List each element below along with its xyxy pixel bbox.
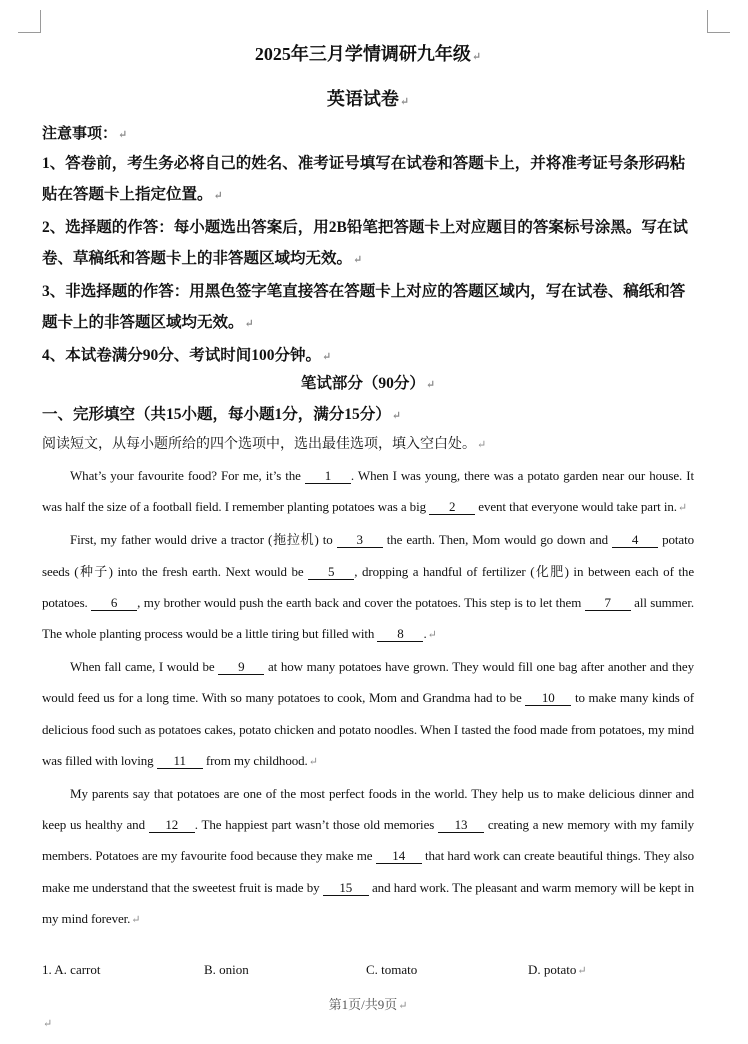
exam-subtitle: 英语试卷↵ bbox=[326, 89, 410, 109]
blank: 7 bbox=[585, 595, 631, 611]
blank: 3 bbox=[337, 532, 383, 548]
blank: 11 bbox=[157, 753, 203, 769]
blank: 14 bbox=[376, 848, 422, 864]
blank: 4 bbox=[612, 532, 658, 548]
exam-title: 2025年三月学情调研九年级↵ bbox=[254, 44, 482, 64]
notes-list bbox=[42, 148, 694, 373]
blank: 5 bbox=[308, 564, 354, 580]
question-1-options bbox=[42, 962, 694, 978]
blank: 8 bbox=[377, 626, 423, 642]
note-item: 1、答卷前，考生务必将自己的姓名、准考证号填写在试卷和答题卡上，并将准考证号条形码粘贴在答题卡上指定位置。↵ bbox=[42, 155, 686, 203]
part-instruction: 阅读短文，从每小题所给的四个选项中，选出最佳选项，填入空白处。↵ bbox=[42, 437, 487, 452]
crop-mark-top-right bbox=[707, 10, 730, 33]
notes-heading: 注意事项：↵ bbox=[42, 126, 128, 142]
blank: 12 bbox=[149, 817, 195, 833]
note-item: 3、非选择题的作答：用黑色签字笔直接答在答题卡上对应的答题区域内，写在试卷、稿纸和答题卡上的非答题区域均无效。↵ bbox=[42, 283, 686, 331]
blank: 9 bbox=[218, 659, 264, 675]
blank: 2 bbox=[429, 499, 475, 515]
passage-paragraph: First, my father would drive a tractor (拖拉机) to 3 the earth. Then, Mom would go down and 4 potato seeds (种子) into the fresh earth. Next would be 5 , dropping a handful of fertilizer (化肥) in between each of the potatoes. 6 , my brother would push the earth back and cover the potatoes. This step is to let them 7 all summer. The whole planting process would be a little tiring but filled with 8 .↵ bbox=[42, 532, 695, 642]
page-footer: 第1页/共9页↵ bbox=[328, 997, 408, 1012]
note-item: 4、本试卷满分90分、考试时间100分钟。↵ bbox=[42, 347, 332, 364]
blank: 6 bbox=[91, 595, 137, 611]
paragraph-mark: ↵ bbox=[43, 1018, 53, 1030]
passage-paragraph: What’s your favourite food? For me, it’s the 1 . When I was young, there was a potato garden near our house. It was half the size of a football field. I remember planting potatoes was a big 2 event that everyone would take part in.↵ bbox=[42, 468, 694, 515]
cloze-passage bbox=[42, 460, 694, 936]
option-c: C. tomato bbox=[366, 962, 418, 977]
option-d: D. potato↵ bbox=[528, 962, 587, 977]
blank: 15 bbox=[323, 880, 369, 896]
crop-mark-top-left bbox=[18, 10, 41, 33]
option-b: B. onion bbox=[204, 962, 249, 977]
note-item: 2、选择题的作答：每小题选出答案后，用2B铅笔把答题卡上对应题目的答案标号涂黑。写在试卷、草稿纸和答题卡上的非答题区域均无效。↵ bbox=[42, 219, 688, 267]
part-heading: 一、完形填空（共15小题，每小题1分，满分15分）↵ bbox=[42, 406, 401, 423]
section-title: 笔试部分（90分）↵ bbox=[300, 375, 436, 392]
blank: 10 bbox=[525, 690, 571, 706]
blank: 13 bbox=[438, 817, 484, 833]
blank: 1 bbox=[305, 468, 351, 484]
passage-paragraph: My parents say that potatoes are one of the most perfect foods in the world. They help us to make delicious dinner and keep us healthy and 12 . The happiest part wasn’t those old memories 13 creating a new memory with my family members. Potatoes are my favourite food because they make me 14 that hard work can create beautiful things. They also make me understand that the sweetest fruit is made by 15 and hard work. The pleasant and warm memory will be kept in my mind forever.↵ bbox=[42, 786, 695, 926]
option-a: 1. A. carrot bbox=[42, 962, 101, 977]
passage-paragraph: When fall came, I would be 9 at how many potatoes have grown. They would fill one bag after another and they would feed us for a long time. With so many potatoes to cook, Mom and Grandma had to be 10 to make many kinds of delicious food such as potatoes cakes, potato chicken and potato noodles. When I tasted the food made from potatoes, my mind was filled with loving 11 from my childhood.↵ bbox=[42, 659, 694, 768]
